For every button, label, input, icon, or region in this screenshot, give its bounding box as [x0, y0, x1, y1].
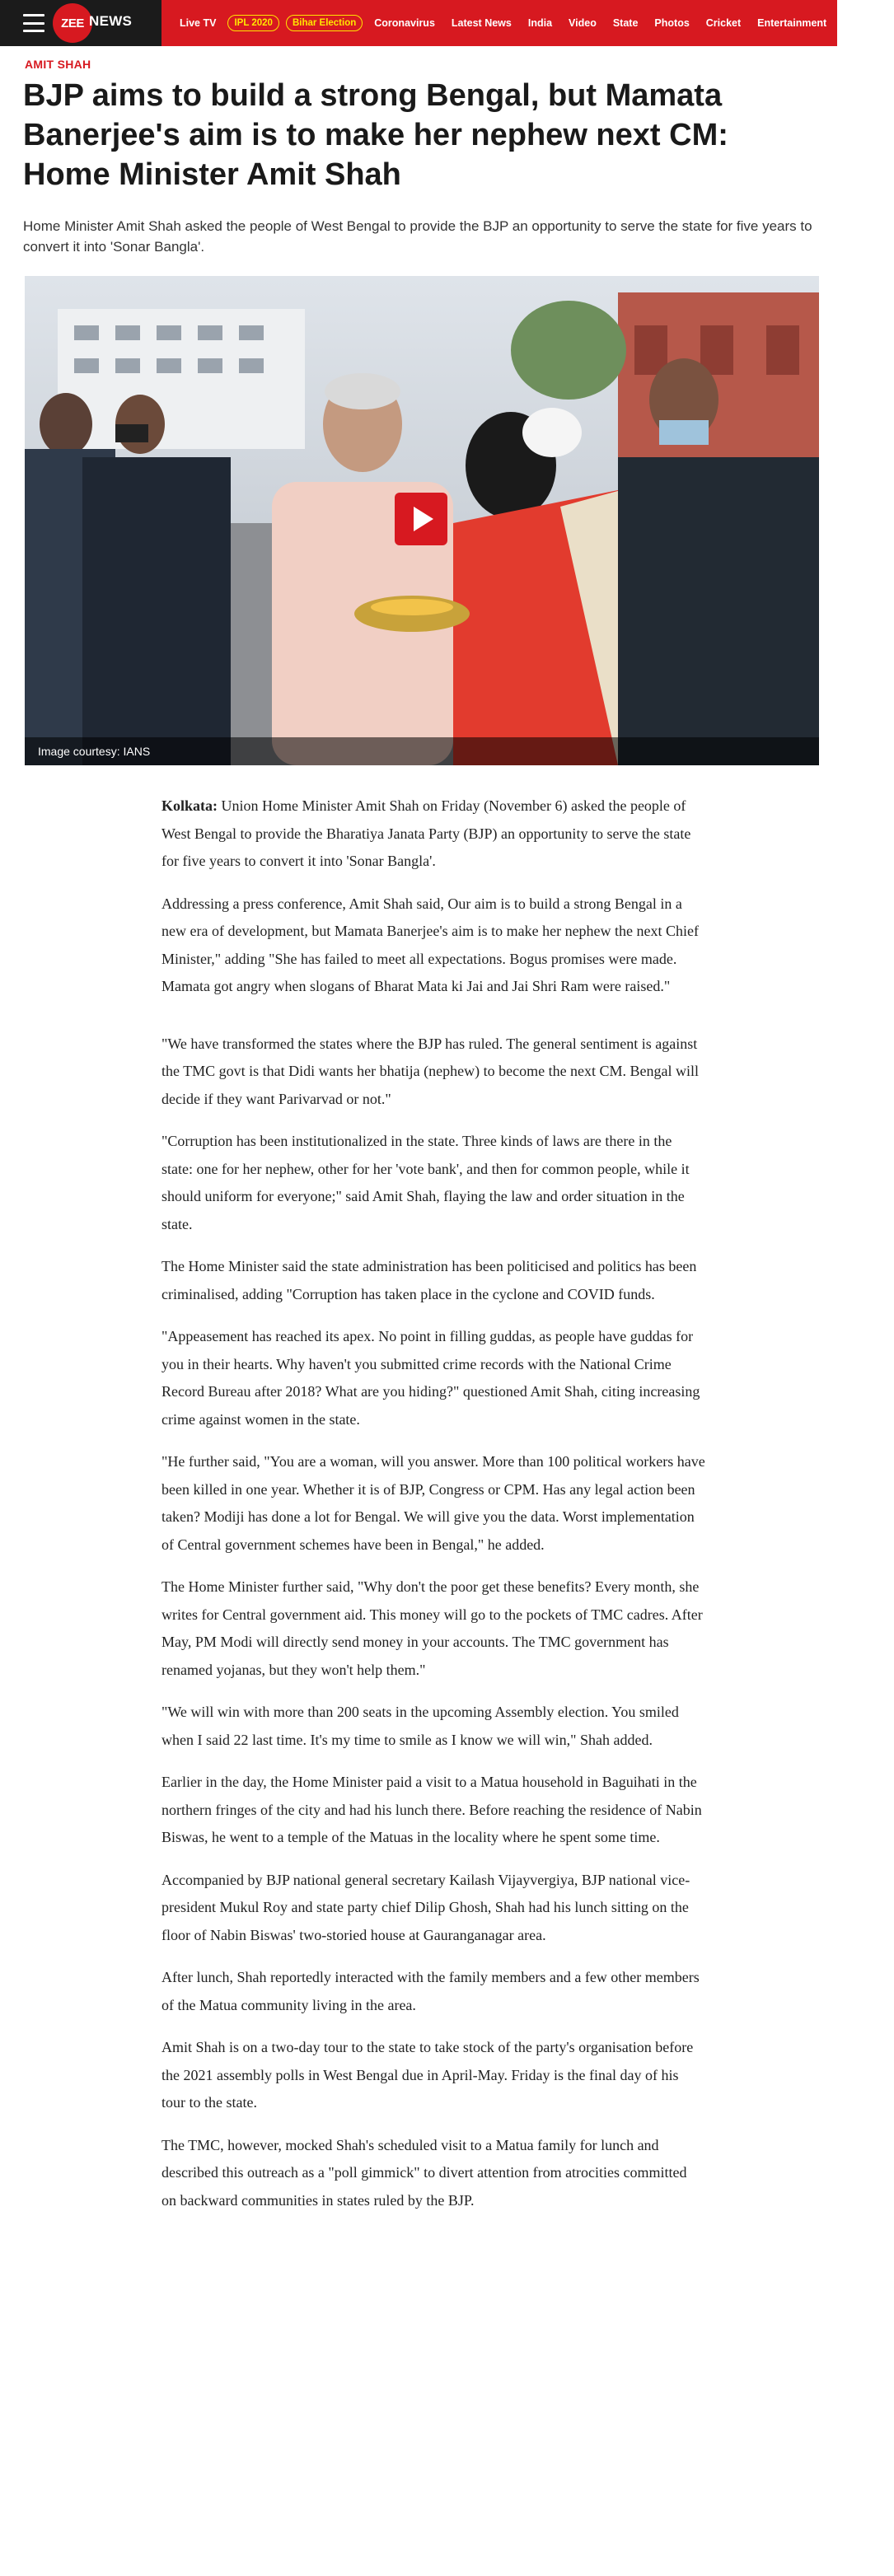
article-paragraph: The Home Minister said the state administration has been politicised and politics has been criminalised, adding "Corruption has taken place in the cyclone and COVID funds. [161, 1258, 697, 1302]
nav-item-live-tv[interactable]: Live TV [180, 17, 217, 29]
nav-item-state[interactable]: State [612, 17, 639, 29]
article-paragraph: Accompanied by BJP national general secretary Kailash Vijayvergiya, BJP national vice-president Mukul Roy and state party chief Dilip Ghosh, Shah had his lunch sitting on the floor of Nabin Biswas' two-storied house at Gauranganagar area. [161, 1871, 690, 1943]
zee-logo-text[interactable]: NEWS [89, 13, 133, 29]
image-caption: Image courtesy: IANS [38, 745, 151, 758]
article-headline: BJP aims to build a strong Bengal, but Mamata Banerjee's aim is to make her nephew next CM: Home Minister Amit Shah [23, 78, 728, 192]
dateline: Kolkata: [161, 797, 218, 814]
article-paragraph: "He further said, "You are a woman, will you answer. More than 100 political workers have been killed in one year. Whether it is of BJP, Congress or CPM. Has any legal action been taken? Modiji has done a lot for Bengal. We will give you the data. Worst implementation of Central government schemes have been in Bengal," he added. [161, 1453, 705, 1553]
play-icon [414, 507, 433, 531]
lead-text: Union Home Minister Amit Shah on Friday (November 6) asked the people of West Bengal to provide the Bharatiya Janata Party (BJP) an opportunity to serve the state for five years to convert it into 'Sonar Bangla'. [161, 797, 691, 869]
nav-item-cricket[interactable]: Cricket [705, 17, 742, 29]
article-body [161, 792, 705, 2229]
article-category[interactable]: AMIT SHAH [25, 58, 91, 71]
article-paragraph: "Corruption has been institutionalized in the state. Three kinds of laws are there in the state: one for her nephew, other for her 'vote bank', and then for common people, while it should uniform for everyone;" said Amit Shah, flaying the law and order situation in the state. [161, 1133, 690, 1232]
article-paragraph: "We have transformed the states where the BJP has ruled. The general sentiment is against the TMC govt is that Didi wants her bhatija (nephew) to become the next CM. Bengal will decide if they want Parivarvad or not." [161, 1035, 700, 1107]
nav-item-video[interactable]: Video [569, 17, 597, 29]
zee-logo-icon[interactable]: ZEE [53, 3, 92, 43]
article-paragraph: Addressing a press conference, Amit Shah said, Our aim is to build a strong Bengal in a new era of development, but Mamata Banerjee's aim is to make her nephew the next Chief Minister," adding "She has failed to meet all expectations. Bogus promises were made. Mamata got angry when slogans of Bharat Mata ki Jai and Jai Shri Ram were raised." [161, 895, 700, 994]
article-paragraph: "Appeasement has reached its apex. No point in filling guddas, as people have guddas for you in their hearts. Why haven't you submitted crime records with the National Crime Record Bureau after 2018? What are you hiding?" questioned Amit Shah, citing increasing crime against women in the state. [161, 1328, 700, 1428]
nav-item-bhojpuri[interactable]: Bhojpuri [843, 17, 886, 29]
article-paragraph: The TMC, however, mocked Shah's scheduled visit to a Matua family for lunch and described this outreach as a "poll gimmick" to divert attention from atrocities committed on backward communities in states ruled by the BJP. [161, 2136, 687, 2209]
nav-item-latest-news[interactable]: Latest News [451, 17, 512, 29]
nav-item-entertainment[interactable]: Entertainment [757, 17, 827, 29]
article-paragraph: Earlier in the day, the Home Minister paid a visit to a Matua household in Baguihati in the northern fringes of the city and had his lunch there. Before reaching the residence of Nabin Biswas, he went to a temple of the Matuas in the locality where he spent some time. [161, 1774, 702, 1845]
nav-item-coronavirus[interactable]: Coronavirus [374, 17, 435, 29]
nav-item-photos[interactable]: Photos [654, 17, 690, 29]
article-paragraph: Amit Shah is on a two-day tour to the state to take stock of the party's organisation before the 2021 assembly polls in West Bengal due in April-May. Friday is the final day of his tour to the state. [161, 2039, 694, 2111]
article-summary: Home Minister Amit Shah asked the people of West Bengal to provide the BJP an opportunity to serve the state for five years to convert it into 'Sonar Bangla'. [23, 218, 812, 255]
logo-block [0, 0, 161, 46]
article-paragraph: The Home Minister further said, "Why don't the poor get these benefits? Every month, she writes for Central government aid. This money will go to the pockets of TMC cadres. After May, PM Modi will directly send money in your accounts. The TMC government has renamed yojanas, but they won't help them." [161, 1578, 703, 1678]
article-lead-paragraph [161, 792, 705, 876]
main-nav [171, 0, 894, 46]
play-button[interactable] [395, 493, 447, 545]
nav-item-ipl-2020[interactable]: IPL 2020 [227, 15, 278, 31]
site-header [0, 0, 886, 46]
article-paragraph: "We will win with more than 200 seats in the upcoming Assembly election. You smiled when I said 22 last time. It's my time to smile as I know we will win," Shah added. [161, 1704, 679, 1748]
nav-item-bihar-election[interactable]: Bihar Election [286, 15, 363, 31]
nav-item-india[interactable]: India [527, 17, 553, 29]
hamburger-menu-icon[interactable] [23, 14, 44, 32]
article-paragraph: After lunch, Shah reportedly interacted with the family members and a few other members of the Matua community living in the area. [161, 1969, 700, 2013]
